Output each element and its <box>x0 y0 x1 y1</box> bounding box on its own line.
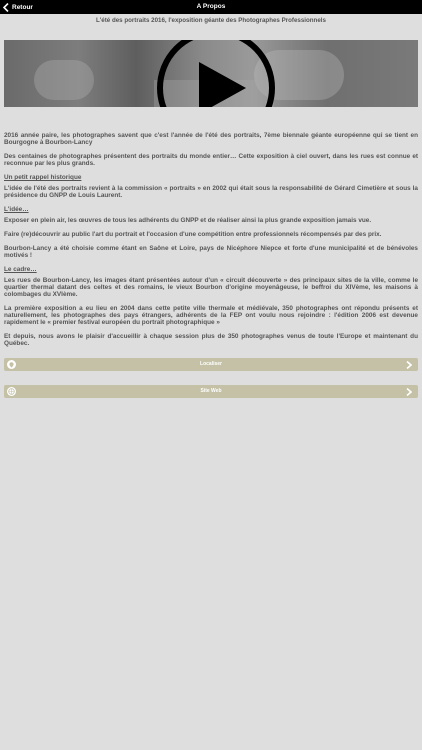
paragraph: Des centaines de photographes présentent des portraits du monde entier… Cette exposition à ciel ouvert, dans les rues est connue et reconnue par les plus grands. <box>4 153 418 167</box>
locate-button-label: Localiser <box>200 361 222 367</box>
paragraph: Les rues de Bourbon-Lancy, les images étant présentées autour d'un « circuit découverte » des principaux sites de la ville, comme le quartier thermal datant des celtes et des romains, le vieux Bourbon d'origine moyenâgeuse, le beffroi du XIVème, les maisons à colombages du XVIème. <box>4 277 418 298</box>
article-body <box>4 132 418 354</box>
paragraph: Exposer en plein air, les œuvres de tous les adhérents du GNPP et de réaliser ainsi la plus grande exposition jamais vue. <box>4 217 372 224</box>
section-heading: Le cadre… <box>4 266 37 273</box>
page-title: A Propos <box>196 3 226 10</box>
paragraph: Faire (re)découvrir au public l'art du portrait et l'occasion d'une compétition entre professionnels récompensés par des prix. <box>4 231 382 238</box>
paragraph: L'idée de l'été des portraits revient à la commission « portraits » en 2002 qui était sous la responsabilité de Gérard Cimetière et sous la présidence du GNPP de Louis Laurent. <box>4 185 418 199</box>
navigation-bar <box>0 0 422 14</box>
website-button[interactable] <box>4 385 418 398</box>
article-title: L'été des portraits 2016, l'exposition géante des Photographes Professionnels <box>96 17 326 24</box>
paragraph: 2016 année paire, les photographes savent que c'est l'année de l'été des portraits, 7ème biennale géante européenne qui se tient en Bourgogne à Bourbon-Lancy <box>4 132 418 146</box>
video-player[interactable] <box>4 40 418 107</box>
paragraph: La première exposition a eu lieu en 2004 dans cette petite ville thermale et médiévale, 350 photographes ont répondu présents et naturellement, les photographes des pays étrangers, adhérents de la FEP ont voulu nous rejoindre : l'édition 2006 est devenue rapidement le « premier festival européen du portrait photographique » <box>4 305 418 326</box>
play-icon[interactable] <box>154 40 278 107</box>
section-heading: Un petit rappel historique <box>4 174 82 181</box>
website-button-label: Site Web <box>200 388 222 394</box>
section-heading: L'idée… <box>4 206 29 213</box>
chevron-right-icon <box>406 388 412 396</box>
paragraph: Bourbon-Lancy a été choisie comme étant en Saône et Loire, pays de Nicéphore Niepce et forte d'une municipalité et de bénévoles motivés ! <box>4 245 418 259</box>
back-button-label: Retour <box>12 3 33 11</box>
video-thumbnail-detail <box>34 60 94 100</box>
paragraph: Et depuis, nous avons le plaisir d'accueillir à chaque session plus de 350 photographes venus de toute l'Europe et maintenant du Québec. <box>4 333 418 347</box>
chevron-right-icon <box>406 361 412 369</box>
locate-button[interactable] <box>4 358 418 371</box>
